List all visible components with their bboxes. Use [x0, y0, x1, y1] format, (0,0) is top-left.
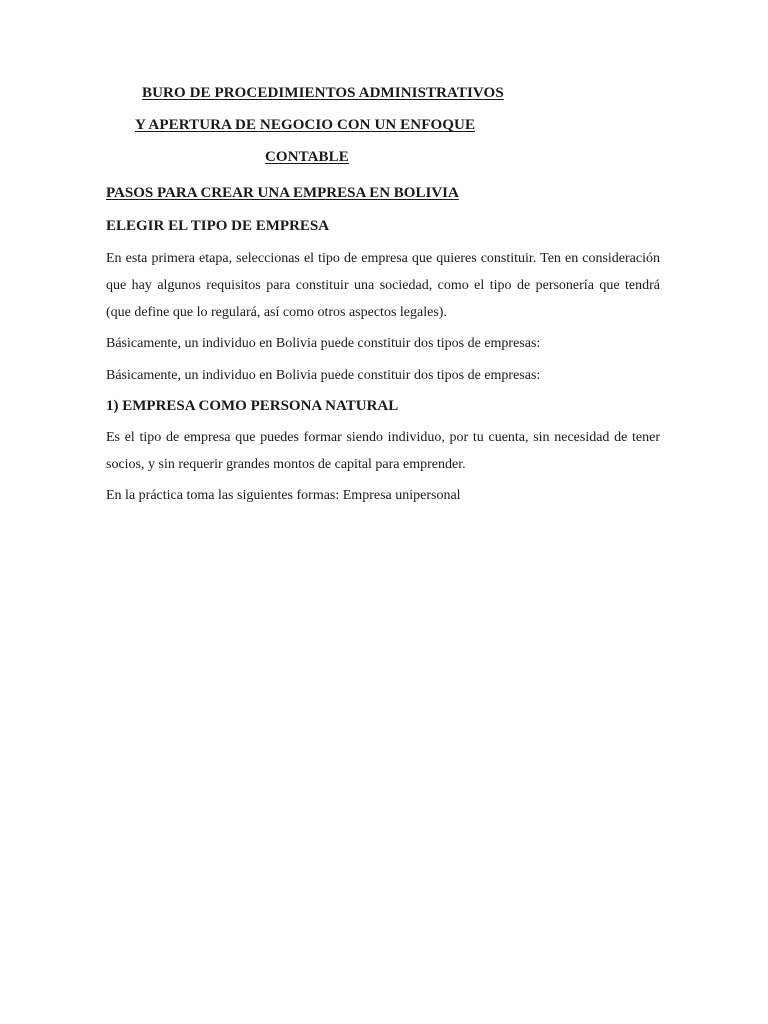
- paragraph-tipos-empresas-repeat: Básicamente, un individuo en Bolivia puede constituir dos tipos de empresas:: [106, 368, 541, 383]
- subheading-elegir-tipo: ELEGIR EL TIPO DE EMPRESA: [106, 218, 330, 234]
- document-title-line-2: Y APERTURA DE NEGOCIO CON UN ENFOQUE: [135, 117, 476, 133]
- paragraph-tipos-empresas: Básicamente, un individuo en Bolivia puede constituir dos tipos de empresas:: [106, 336, 541, 351]
- paragraph-persona-natural: Es el tipo de empresa que puedes formar siendo individuo, por tu cuenta, sin necesidad de tener socios, y sin requerir grandes montos de capital para emprender.: [106, 430, 660, 472]
- subheading-persona-natural: 1) EMPRESA COMO PERSONA NATURAL: [106, 398, 399, 414]
- paragraph-primera-etapa: En esta primera etapa, seleccionas el tipo de empresa que quieres constituir. Ten en consideración que hay algunos requisitos para constituir una sociedad, como el tipo de personería que tendrá (que define que lo regulará, así como otros aspectos legales).: [106, 251, 660, 320]
- document-title-line-1: BURO DE PROCEDIMIENTOS ADMINISTRATIVOS: [142, 85, 504, 101]
- paragraph-formas: En la práctica toma las siguientes formas: Empresa unipersonal: [106, 488, 461, 503]
- section-heading: PASOS PARA CREAR UNA EMPRESA EN BOLIVIA: [106, 185, 459, 201]
- document-title-line-3: CONTABLE: [265, 149, 349, 165]
